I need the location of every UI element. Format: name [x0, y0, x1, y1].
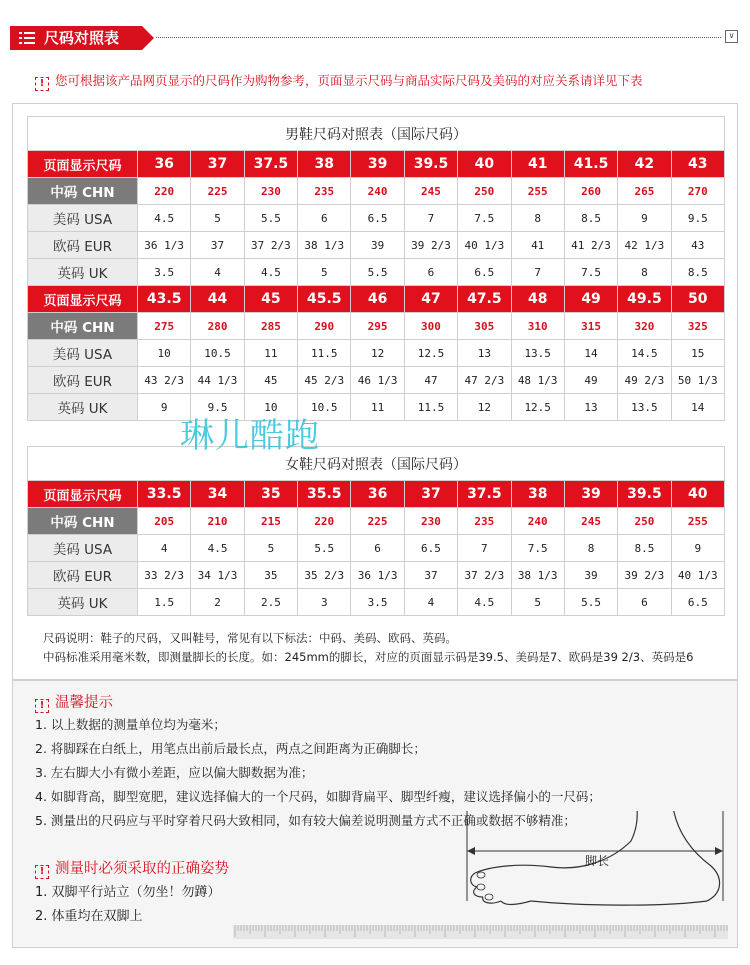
size-cell: 275: [138, 313, 191, 340]
collapse-toggle-icon[interactable]: ∨: [725, 30, 738, 43]
row-label: 中码 CHN: [28, 313, 138, 340]
size-cell: 49: [564, 367, 617, 394]
size-cell: 43: [671, 232, 724, 259]
size-cell: 37: [404, 562, 457, 589]
size-cell: 42 1/3: [618, 232, 671, 259]
size-cell: 50: [671, 286, 724, 313]
size-cell: 43: [671, 151, 724, 178]
size-cell: 7.5: [564, 259, 617, 286]
men-size-table: [27, 116, 725, 421]
size-cell: 4.5: [458, 589, 511, 616]
size-cell: 305: [458, 313, 511, 340]
foot-measure-illustration: [461, 811, 729, 915]
size-cell: 320: [618, 313, 671, 340]
size-cell: 310: [511, 313, 564, 340]
size-cell: 255: [511, 178, 564, 205]
size-cell: 285: [244, 313, 297, 340]
size-cell: 47 2/3: [458, 367, 511, 394]
exclamation-box-icon: !: [35, 77, 49, 91]
size-cell: 6.5: [351, 205, 404, 232]
tips-title: [35, 691, 113, 713]
size-cell: 6: [298, 205, 351, 232]
row-eur: [28, 562, 725, 589]
size-cell: 44 1/3: [191, 367, 244, 394]
size-cell: 15: [671, 340, 724, 367]
foot-length-label: 脚长: [585, 854, 610, 868]
size-cell: 295: [351, 313, 404, 340]
size-cell: 36 1/3: [138, 232, 191, 259]
size-cell: 13.5: [511, 340, 564, 367]
size-cell: 41.5: [564, 151, 617, 178]
tips-panel: [12, 680, 738, 948]
size-cell: 40: [671, 481, 724, 508]
row-chn: [28, 508, 725, 535]
size-cell: 3.5: [138, 259, 191, 286]
size-cell: 47.5: [458, 286, 511, 313]
size-cell: 240: [511, 508, 564, 535]
posture-item: 1. 双脚平行站立（勿坐！勿蹲）: [35, 885, 221, 900]
size-cell: 245: [404, 178, 457, 205]
size-cell: 36: [351, 481, 404, 508]
header-divider: [156, 37, 721, 38]
row-label: 欧码 EUR: [28, 367, 138, 394]
size-cell: 5: [191, 205, 244, 232]
size-cell: 220: [138, 178, 191, 205]
size-cell: 3: [298, 589, 351, 616]
size-cell: 220: [298, 508, 351, 535]
size-cell: 230: [244, 178, 297, 205]
size-note-1: 尺码说明：鞋子的尺码，又叫鞋号，常见有以下标法：中码、美码、欧码、英码。: [43, 631, 457, 645]
size-cell: 46: [351, 286, 404, 313]
row-label: 页面显示尺码: [28, 481, 138, 508]
size-cell: 39.5: [404, 151, 457, 178]
size-cell: 47: [404, 286, 457, 313]
size-cell: 49.5: [618, 286, 671, 313]
size-cell: 35 2/3: [298, 562, 351, 589]
size-cell: 39 2/3: [618, 562, 671, 589]
size-cell: 49: [564, 286, 617, 313]
posture-title-text: 测量时必须采取的正确姿势: [55, 861, 229, 877]
size-cell: 41: [511, 232, 564, 259]
row-usa: [28, 205, 725, 232]
size-cell: 5.5: [564, 589, 617, 616]
size-cell: 48: [511, 286, 564, 313]
size-cell: 6: [404, 259, 457, 286]
size-cell: 40 1/3: [458, 232, 511, 259]
size-cell: 245: [564, 508, 617, 535]
size-cell: 37: [191, 151, 244, 178]
header-tag: [10, 26, 142, 50]
size-cell: 1.5: [138, 589, 191, 616]
size-cell: 42: [618, 151, 671, 178]
size-cell: 5.5: [244, 205, 297, 232]
size-cell: 35.5: [298, 481, 351, 508]
row-label: 页面显示尺码: [28, 286, 138, 313]
size-cell: 4.5: [138, 205, 191, 232]
tips-title-text: 温馨提示: [55, 695, 113, 711]
tip-item: 3. 左右脚大小有微小差距，应以偏大脚数据为准；: [35, 765, 314, 780]
section-header: [10, 26, 743, 50]
size-cell: 7.5: [511, 535, 564, 562]
size-cell: 7: [404, 205, 457, 232]
size-cell: 14: [671, 394, 724, 421]
row-page-size: [28, 151, 725, 178]
size-cell: 2.5: [244, 589, 297, 616]
size-cell: 34: [191, 481, 244, 508]
size-cell: 8: [618, 259, 671, 286]
size-cell: 7.5: [458, 205, 511, 232]
size-cell: 6.5: [671, 589, 724, 616]
row-usa: [28, 340, 725, 367]
size-cell: 45: [244, 286, 297, 313]
size-cell: 43 2/3: [138, 367, 191, 394]
table-caption: 女鞋尺码对照表（国际尺码）: [28, 447, 725, 481]
size-cell: 35: [244, 481, 297, 508]
size-cell: 5.5: [351, 259, 404, 286]
row-label: 美码 USA: [28, 340, 138, 367]
size-cell: 7: [511, 259, 564, 286]
posture-item: 2. 体重均在双脚上: [35, 909, 143, 924]
size-cell: 41: [511, 151, 564, 178]
size-cell: 39 2/3: [404, 232, 457, 259]
size-cell: 6.5: [458, 259, 511, 286]
purchase-notice: [35, 71, 735, 91]
size-cell: 5.5: [298, 535, 351, 562]
row-label: 美码 USA: [28, 535, 138, 562]
notice-text: 您可根据该产品网页显示的尺码作为购物参考，页面显示尺码与商品实际尺码及美码的对应关系请详见下表: [55, 73, 643, 88]
row-label: 英码 UK: [28, 394, 138, 421]
size-cell: 13.5: [618, 394, 671, 421]
size-cell: 9.5: [191, 394, 244, 421]
size-cell: 4: [191, 259, 244, 286]
size-cell: 10.5: [298, 394, 351, 421]
size-cell: 45: [244, 367, 297, 394]
row-label: 中码 CHN: [28, 178, 138, 205]
size-cell: 35: [244, 562, 297, 589]
size-cell: 41 2/3: [564, 232, 617, 259]
size-cell: 38 1/3: [511, 562, 564, 589]
watermark: 琳儿酷跑: [180, 416, 320, 456]
size-cell: 270: [671, 178, 724, 205]
size-cell: 39: [564, 481, 617, 508]
ruler-graphic: [233, 925, 728, 939]
size-cell: 43.5: [138, 286, 191, 313]
size-cell: 38 1/3: [298, 232, 351, 259]
size-cell: 11: [244, 340, 297, 367]
size-cell: 33 2/3: [138, 562, 191, 589]
size-cell: 225: [191, 178, 244, 205]
size-cell: 13: [564, 394, 617, 421]
size-cell: 39: [564, 562, 617, 589]
exclamation-box-icon: !: [35, 699, 49, 713]
page-title: 尺码对照表: [44, 29, 120, 47]
size-cell: 8.5: [564, 205, 617, 232]
size-cell: 36 1/3: [351, 562, 404, 589]
size-cell: 315: [564, 313, 617, 340]
size-cell: 38: [511, 481, 564, 508]
size-cell: 14.5: [618, 340, 671, 367]
size-cell: 3.5: [351, 589, 404, 616]
size-cell: 250: [458, 178, 511, 205]
size-cell: 280: [191, 313, 244, 340]
size-cell: 8: [564, 535, 617, 562]
row-label: 英码 UK: [28, 259, 138, 286]
row-label: 欧码 EUR: [28, 562, 138, 589]
size-cell: 49 2/3: [618, 367, 671, 394]
size-cell: 225: [351, 508, 404, 535]
size-cell: 45.5: [298, 286, 351, 313]
size-cell: 48 1/3: [511, 367, 564, 394]
size-cell: 8.5: [618, 535, 671, 562]
size-cell: 8: [511, 205, 564, 232]
size-cell: 39: [351, 151, 404, 178]
size-cell: 12.5: [404, 340, 457, 367]
size-cell: 8.5: [671, 259, 724, 286]
size-cell: 11.5: [404, 394, 457, 421]
size-cell: 13: [458, 340, 511, 367]
size-cell: 37.5: [458, 481, 511, 508]
size-cell: 44: [191, 286, 244, 313]
size-cell: 40 1/3: [671, 562, 724, 589]
row-uk: [28, 259, 725, 286]
size-cell: 37: [191, 232, 244, 259]
row-page-size: [28, 286, 725, 313]
size-cell: 9: [618, 205, 671, 232]
row-label: 欧码 EUR: [28, 232, 138, 259]
size-cell: 45 2/3: [298, 367, 351, 394]
size-cell: 255: [671, 508, 724, 535]
size-cell: 210: [191, 508, 244, 535]
size-cell: 10.5: [191, 340, 244, 367]
size-cell: 9: [671, 535, 724, 562]
row-label: 页面显示尺码: [28, 151, 138, 178]
row-page-size: [28, 481, 725, 508]
tip-item: 4. 如脚背高，脚型宽肥，建议选择偏大的一个尺码，如脚背扁平、脚型纤瘦，建议选择偏小的一尺码；: [35, 789, 601, 804]
row-uk: [28, 394, 725, 421]
size-cell: 34 1/3: [191, 562, 244, 589]
size-cell: 11.5: [298, 340, 351, 367]
row-chn: [28, 313, 725, 340]
row-uk: [28, 589, 725, 616]
size-cell: 260: [564, 178, 617, 205]
size-cell: 37: [404, 481, 457, 508]
size-cell: 12.5: [511, 394, 564, 421]
size-cell: 39.5: [618, 481, 671, 508]
size-cell: 240: [351, 178, 404, 205]
size-cell: 12: [351, 340, 404, 367]
size-cell: 4: [138, 535, 191, 562]
size-cell: 14: [564, 340, 617, 367]
size-cell: 6: [618, 589, 671, 616]
size-cell: 4.5: [191, 535, 244, 562]
size-cell: 33.5: [138, 481, 191, 508]
size-cell: 36: [138, 151, 191, 178]
row-eur: [28, 232, 725, 259]
size-cell: 5: [511, 589, 564, 616]
exclamation-box-icon: !: [35, 865, 49, 879]
size-cell: 235: [458, 508, 511, 535]
size-cell: 5: [244, 535, 297, 562]
list-icon: [19, 32, 35, 44]
row-usa: [28, 535, 725, 562]
tip-item: 2. 将脚踩在白纸上，用笔点出前后最长点，两点之间距离为正确脚长；: [35, 741, 426, 756]
size-cell: 9: [138, 394, 191, 421]
tip-item: 5. 测量出的尺码应与平时穿着尺码大致相同，如有较大偏差说明测量方式不正确或数据不够精准；: [35, 813, 576, 828]
size-cell: 4.5: [244, 259, 297, 286]
size-cell: 215: [244, 508, 297, 535]
row-eur: [28, 367, 725, 394]
size-cell: 38: [298, 151, 351, 178]
size-cell: 39: [351, 232, 404, 259]
size-cell: 205: [138, 508, 191, 535]
size-cell: 47: [404, 367, 457, 394]
size-cell: 4: [404, 589, 457, 616]
row-label: 美码 USA: [28, 205, 138, 232]
tip-item: 1. 以上数据的测量单位均为毫米；: [35, 717, 226, 732]
size-cell: 290: [298, 313, 351, 340]
size-cell: 37.5: [244, 151, 297, 178]
row-label: 英码 UK: [28, 589, 138, 616]
size-cell: 300: [404, 313, 457, 340]
size-cell: 10: [138, 340, 191, 367]
size-cell: 5: [298, 259, 351, 286]
women-size-table: [27, 446, 725, 616]
size-cell: 6.5: [404, 535, 457, 562]
size-cell: 46 1/3: [351, 367, 404, 394]
size-cell: 9.5: [671, 205, 724, 232]
size-cell: 230: [404, 508, 457, 535]
size-cell: 2: [191, 589, 244, 616]
size-cell: 235: [298, 178, 351, 205]
size-cell: 250: [618, 508, 671, 535]
size-cell: 11: [351, 394, 404, 421]
size-cell: 37 2/3: [458, 562, 511, 589]
size-chart-panel: [12, 103, 738, 680]
size-cell: 10: [244, 394, 297, 421]
size-cell: 7: [458, 535, 511, 562]
size-cell: 40: [458, 151, 511, 178]
size-cell: 6: [351, 535, 404, 562]
size-cell: 325: [671, 313, 724, 340]
row-label: 中码 CHN: [28, 508, 138, 535]
row-chn: [28, 178, 725, 205]
table-caption: 男鞋尺码对照表（国际尺码）: [28, 117, 725, 151]
size-cell: 50 1/3: [671, 367, 724, 394]
posture-title: [35, 857, 229, 879]
size-note-2: 中码标准采用毫米数，即测量脚长的长度。如：245mm的脚长，对应的页面显示码是39.5、美码是7、欧码是39 2/3、英码是6: [43, 650, 694, 664]
size-cell: 12: [458, 394, 511, 421]
size-cell: 37 2/3: [244, 232, 297, 259]
size-cell: 265: [618, 178, 671, 205]
